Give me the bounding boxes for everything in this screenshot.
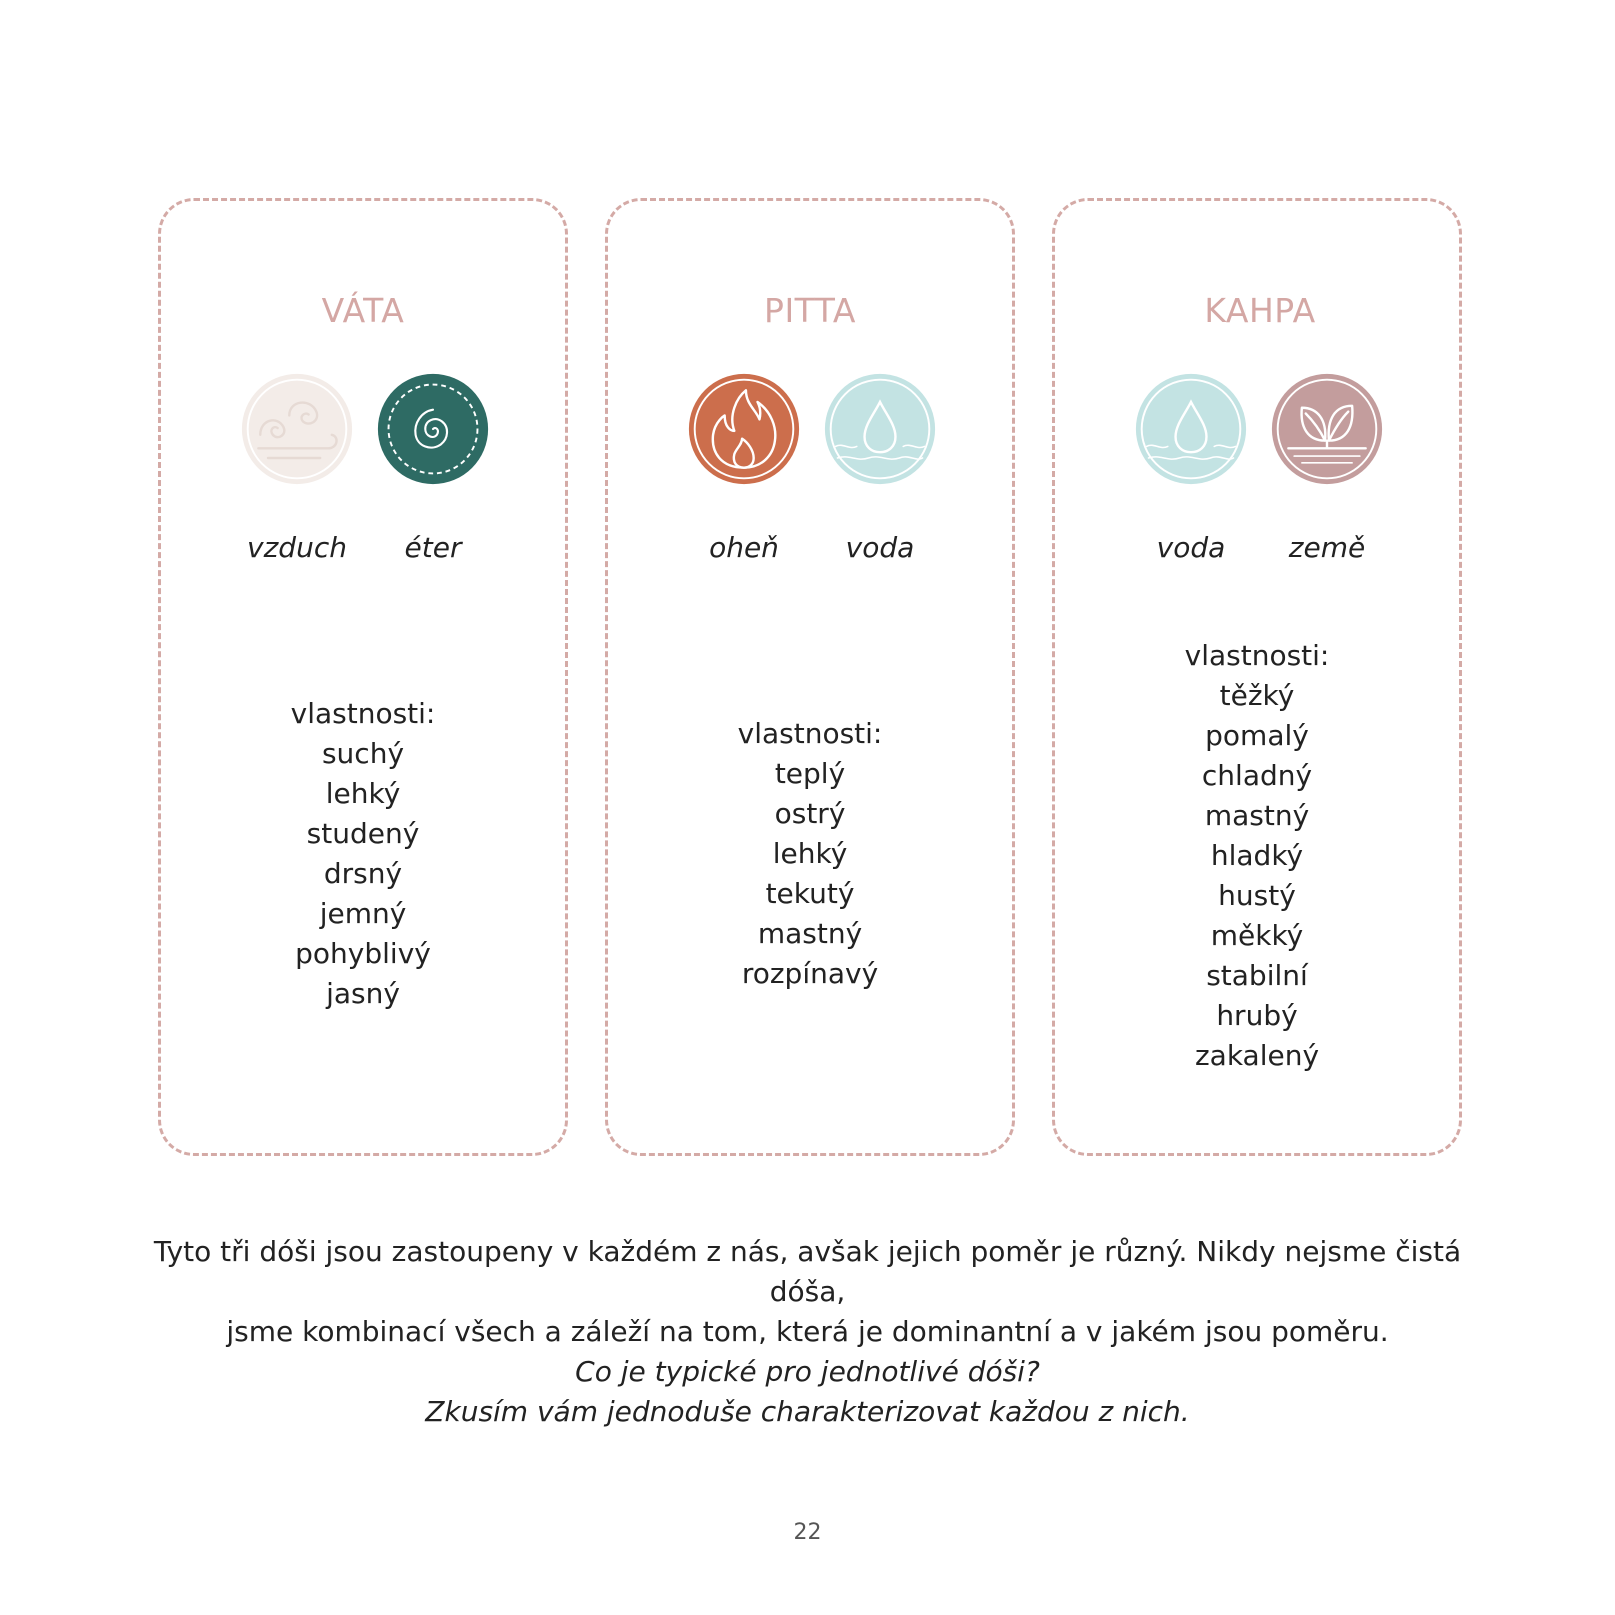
element-label: voda xyxy=(845,531,915,564)
properties-heading: vlastnosti: xyxy=(1184,639,1330,672)
property-item: jasný xyxy=(326,977,400,1010)
property-item: rozpínavý xyxy=(741,957,879,990)
property-item: hrubý xyxy=(1216,999,1298,1032)
element-label: voda xyxy=(1156,531,1226,564)
flame-icon xyxy=(686,371,802,487)
leaf-icon xyxy=(1269,371,1385,487)
dosha-card-pitta xyxy=(605,198,1015,1156)
card-title: PITTA xyxy=(764,291,856,330)
question-paragraph xyxy=(150,1352,1465,1432)
properties-list xyxy=(608,714,1012,994)
properties-heading: vlastnosti: xyxy=(290,697,436,730)
element-label: oheň xyxy=(709,531,779,564)
property-item: suchý xyxy=(321,737,405,770)
property-item: mastný xyxy=(1204,799,1310,832)
property-item: chladný xyxy=(1201,759,1313,792)
property-item: pohyblivý xyxy=(295,937,431,970)
property-item: těžký xyxy=(1219,679,1295,712)
element-label: vzduch xyxy=(247,531,347,564)
property-item: hladký xyxy=(1210,839,1304,872)
intro-paragraph xyxy=(150,1232,1465,1352)
property-item: teplý xyxy=(774,757,846,790)
property-item: zakalený xyxy=(1194,1039,1320,1072)
wind-icon xyxy=(239,371,355,487)
card-title: KAHPA xyxy=(1204,291,1316,330)
property-item: mastný xyxy=(757,917,863,950)
property-item: měkký xyxy=(1210,919,1304,952)
water-drop-icon xyxy=(822,371,938,487)
property-item: jemný xyxy=(319,897,407,930)
question-line: Co je typické pro jednotlivé dóši? xyxy=(575,1355,1040,1388)
property-item: stabilní xyxy=(1206,959,1308,992)
spiral-icon xyxy=(375,371,491,487)
properties-list xyxy=(161,694,565,1014)
property-item: ostrý xyxy=(774,797,846,830)
property-item: lehký xyxy=(325,777,401,810)
properties-heading: vlastnosti: xyxy=(737,717,883,750)
element-label: éter xyxy=(404,531,462,564)
property-item: studený xyxy=(306,817,420,850)
properties-list xyxy=(1055,636,1459,1076)
question-line: Zkusím vám jednoduše charakterizovat každou z nich. xyxy=(425,1395,1190,1428)
property-item: tekutý xyxy=(765,877,855,910)
property-item: drsný xyxy=(323,857,403,890)
page-number: 22 xyxy=(793,1520,822,1545)
paragraph-line: jsme kombinací všech a záleží na tom, která je dominantní a v jakém jsou poměru. xyxy=(226,1315,1389,1348)
property-item: pomalý xyxy=(1205,719,1309,752)
card-title: VÁTA xyxy=(321,291,405,330)
property-item: lehký xyxy=(772,837,848,870)
dosha-card-kahpa xyxy=(1052,198,1462,1156)
property-item: hustý xyxy=(1218,879,1296,912)
paragraph-line: Tyto tři dóši jsou zastoupeny v každém z nás, avšak jejich poměr je různý. Nikdy nejsme čistá dóša, xyxy=(153,1235,1462,1308)
water-drop-icon xyxy=(1133,371,1249,487)
element-label: země xyxy=(1288,531,1366,564)
dosha-card-vata xyxy=(158,198,568,1156)
